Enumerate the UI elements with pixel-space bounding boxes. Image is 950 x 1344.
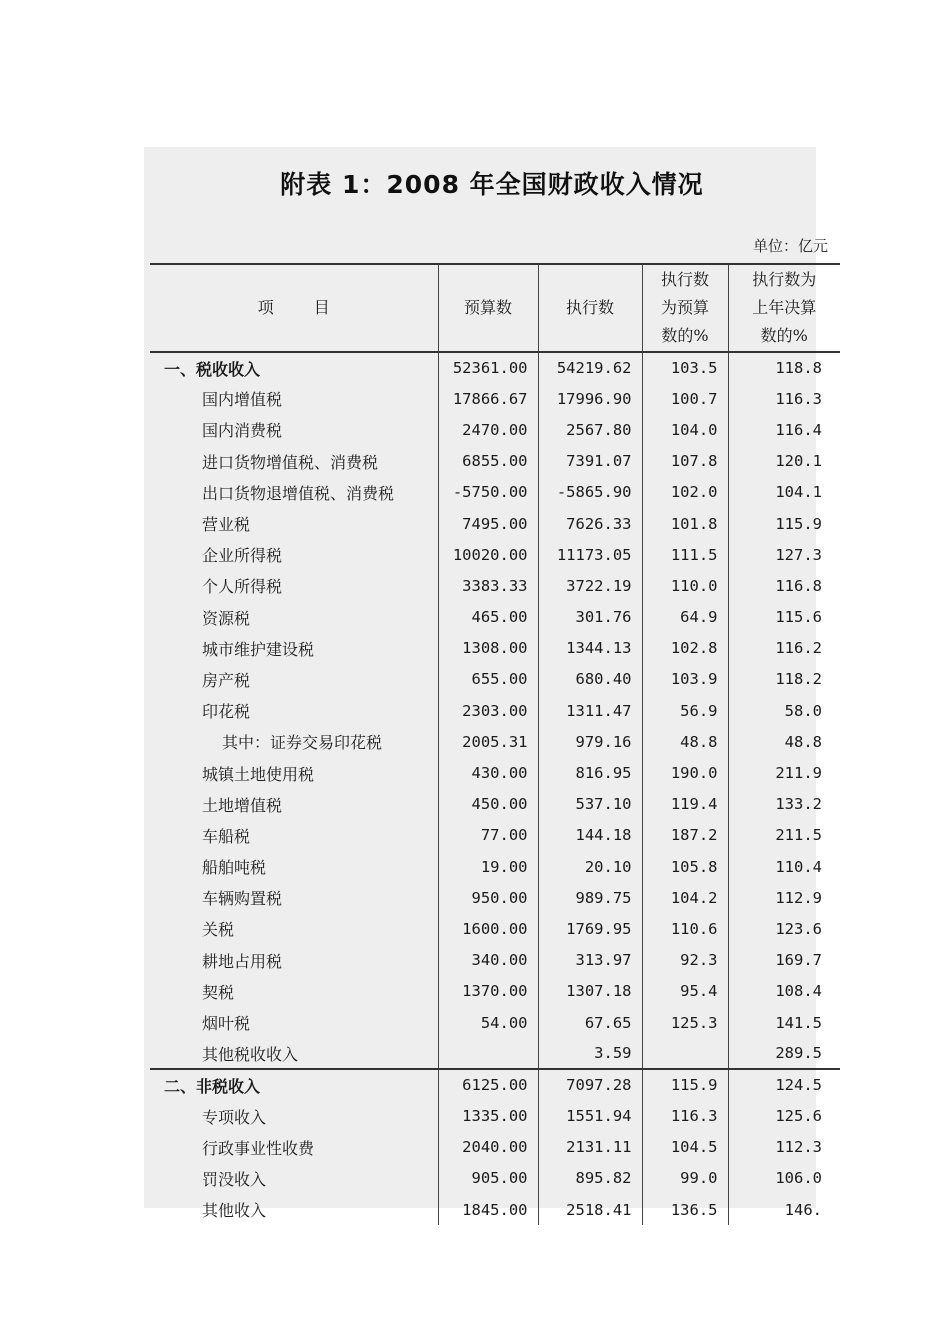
cell-item: 车辆购置税 <box>202 889 283 909</box>
cell-budget: 2040.00 <box>438 1132 538 1163</box>
cell-item: 专项收入 <box>202 1107 267 1127</box>
cell-pct-last-year: 133.2 <box>728 789 840 820</box>
cell-budget: 2470.00 <box>438 414 538 445</box>
table-row <box>150 1163 840 1194</box>
cell-item: 印花税 <box>202 702 251 722</box>
table-row <box>150 789 840 820</box>
cell-budget: 17866.67 <box>438 383 538 414</box>
cell-pct-last-year: 124.5 <box>728 1069 840 1100</box>
cell-item: 企业所得税 <box>202 546 283 566</box>
cell-pct-last-year: 116.4 <box>728 414 840 445</box>
cell-pct-budget: 110.0 <box>642 570 728 601</box>
table-row <box>150 602 840 633</box>
cell-pct-last-year: 120.1 <box>728 446 840 477</box>
cell-actual: 11173.05 <box>538 539 642 570</box>
table-row <box>150 664 840 695</box>
table-row <box>150 539 840 570</box>
table-row <box>150 1194 840 1225</box>
cell-pct-budget: 101.8 <box>642 508 728 539</box>
cell-actual: 2131.11 <box>538 1132 642 1163</box>
cell-budget: 950.00 <box>438 882 538 913</box>
table-row <box>150 882 840 913</box>
cell-pct-last-year: 112.9 <box>728 882 840 913</box>
cell-pct-budget: 125.3 <box>642 1007 728 1038</box>
cell-budget: 430.00 <box>438 757 538 788</box>
cell-pct-last-year: 106.0 <box>728 1163 840 1194</box>
cell-pct-last-year: 211.5 <box>728 820 840 851</box>
cell-budget: -5750.00 <box>438 477 538 508</box>
header-budget: 预算数 <box>438 264 538 352</box>
cell-pct-last-year: 48.8 <box>728 726 840 757</box>
cell-budget: 6855.00 <box>438 446 538 477</box>
cell-pct-last-year: 118.2 <box>728 664 840 695</box>
cell-budget: 1370.00 <box>438 976 538 1007</box>
cell-actual: -5865.90 <box>538 477 642 508</box>
cell-pct-last-year: 118.8 <box>728 352 840 383</box>
table-row <box>150 508 840 539</box>
cell-actual: 301.76 <box>538 602 642 633</box>
cell-pct-budget: 102.8 <box>642 633 728 664</box>
header-pct-budget: 执行数 为预算 数的% <box>642 264 728 352</box>
cell-pct-last-year: 110.4 <box>728 851 840 882</box>
cell-actual: 680.40 <box>538 664 642 695</box>
cell-actual: 537.10 <box>538 789 642 820</box>
cell-pct-budget: 187.2 <box>642 820 728 851</box>
table-row <box>150 820 840 851</box>
cell-actual: 895.82 <box>538 1163 642 1194</box>
cell-item: 营业税 <box>202 515 251 535</box>
cell-budget: 905.00 <box>438 1163 538 1194</box>
cell-budget: 7495.00 <box>438 508 538 539</box>
cell-item: 其他收入 <box>202 1201 267 1221</box>
cell-pct-budget: 119.4 <box>642 789 728 820</box>
cell-pct-last-year: 123.6 <box>728 913 840 944</box>
cell-pct-budget: 116.3 <box>642 1101 728 1132</box>
cell-pct-last-year: 289.5 <box>728 1038 840 1069</box>
table-body <box>150 352 840 1225</box>
cell-budget: 3383.33 <box>438 570 538 601</box>
cell-item: 行政事业性收费 <box>202 1138 315 1158</box>
cell-pct-budget: 111.5 <box>642 539 728 570</box>
cell-pct-budget <box>642 1038 728 1069</box>
cell-pct-last-year: 116.2 <box>728 633 840 664</box>
cell-pct-budget: 115.9 <box>642 1069 728 1100</box>
cell-actual: 144.18 <box>538 820 642 851</box>
cell-budget: 1845.00 <box>438 1194 538 1225</box>
cell-pct-budget: 104.2 <box>642 882 728 913</box>
cell-actual: 989.75 <box>538 882 642 913</box>
cell-budget: 655.00 <box>438 664 538 695</box>
cell-item: 城市维护建设税 <box>202 639 315 659</box>
cell-actual: 67.65 <box>538 1007 642 1038</box>
scanned-page <box>144 147 828 1221</box>
cell-item: 进口货物增值税、消费税 <box>202 452 379 472</box>
cell-pct-budget: 104.0 <box>642 414 728 445</box>
cell-budget: 1308.00 <box>438 633 538 664</box>
table-row <box>150 913 840 944</box>
cell-item: 个人所得税 <box>202 577 283 597</box>
table-row <box>150 570 840 601</box>
cell-actual: 54219.62 <box>538 352 642 383</box>
cell-item: 其他税收收入 <box>202 1044 299 1064</box>
cell-item: 烟叶税 <box>202 1014 251 1034</box>
cell-item: 资源税 <box>202 608 251 628</box>
cell-budget: 54.00 <box>438 1007 538 1038</box>
cell-pct-budget: 64.9 <box>642 602 728 633</box>
cell-actual: 20.10 <box>538 851 642 882</box>
cell-actual: 979.16 <box>538 726 642 757</box>
table-row <box>150 976 840 1007</box>
cell-budget: 1335.00 <box>438 1101 538 1132</box>
cell-actual: 816.95 <box>538 757 642 788</box>
table-header-row <box>150 264 840 352</box>
page-title: 附表 1：2008 年全国财政收入情况 <box>280 170 704 199</box>
cell-pct-budget: 56.9 <box>642 695 728 726</box>
cell-actual: 1551.94 <box>538 1101 642 1132</box>
cell-pct-last-year: 127.3 <box>728 539 840 570</box>
table-row <box>150 1132 840 1163</box>
cell-budget: 2005.31 <box>438 726 538 757</box>
table-row <box>150 1038 840 1069</box>
cell-budget: 19.00 <box>438 851 538 882</box>
cell-actual: 1307.18 <box>538 976 642 1007</box>
cell-budget: 340.00 <box>438 945 538 976</box>
cell-actual: 1311.47 <box>538 695 642 726</box>
cell-budget: 2303.00 <box>438 695 538 726</box>
cell-pct-last-year: 115.9 <box>728 508 840 539</box>
cell-budget: 77.00 <box>438 820 538 851</box>
cell-pct-budget: 103.5 <box>642 352 728 383</box>
table-row <box>150 477 840 508</box>
cell-pct-last-year: 169.7 <box>728 945 840 976</box>
cell-pct-budget: 48.8 <box>642 726 728 757</box>
cell-actual: 313.97 <box>538 945 642 976</box>
cell-pct-budget: 92.3 <box>642 945 728 976</box>
cell-item: 车船税 <box>202 826 251 846</box>
table-row <box>150 1007 840 1038</box>
cell-pct-last-year: 141.5 <box>728 1007 840 1038</box>
table-row <box>150 945 840 976</box>
cell-budget: 1600.00 <box>438 913 538 944</box>
cell-pct-budget: 103.9 <box>642 664 728 695</box>
header-pct-last-year: 执行数为 上年决算 数的% <box>728 264 840 352</box>
cell-pct-budget: 95.4 <box>642 976 728 1007</box>
cell-item: 船舶吨税 <box>202 858 267 878</box>
cell-pct-last-year: 116.3 <box>728 383 840 414</box>
table-row <box>150 1101 840 1132</box>
cell-budget: 52361.00 <box>438 352 538 383</box>
cell-budget: 465.00 <box>438 602 538 633</box>
cell-pct-last-year: 108.4 <box>728 976 840 1007</box>
revenue-table <box>150 263 840 1225</box>
table-row <box>150 352 840 383</box>
cell-budget: 6125.00 <box>438 1069 538 1100</box>
cell-item: 出口货物退增值税、消费税 <box>202 483 395 503</box>
table-row <box>150 1069 840 1100</box>
cell-budget <box>438 1038 538 1069</box>
cell-actual: 17996.90 <box>538 383 642 414</box>
unit-label: 单位：亿元 <box>752 237 828 255</box>
cell-pct-last-year: 58.0 <box>728 695 840 726</box>
cell-item: 城镇土地使用税 <box>202 764 315 784</box>
cell-pct-budget: 104.5 <box>642 1132 728 1163</box>
cell-pct-last-year: 125.6 <box>728 1101 840 1132</box>
cell-pct-budget: 99.0 <box>642 1163 728 1194</box>
cell-item: 房产税 <box>202 670 251 690</box>
cell-pct-budget: 102.0 <box>642 477 728 508</box>
cell-item: 耕地占用税 <box>202 951 283 971</box>
table-row <box>150 726 840 757</box>
cell-item: 罚没收入 <box>202 1169 267 1189</box>
cell-actual: 3.59 <box>538 1038 642 1069</box>
cell-pct-last-year: 104.1 <box>728 477 840 508</box>
cell-actual: 7391.07 <box>538 446 642 477</box>
header-actual: 执行数 <box>538 264 642 352</box>
cell-item: 土地增值税 <box>202 795 283 815</box>
cell-actual: 3722.19 <box>538 570 642 601</box>
cell-pct-last-year: 146. <box>728 1194 840 1225</box>
cell-budget: 10020.00 <box>438 539 538 570</box>
cell-pct-budget: 110.6 <box>642 913 728 944</box>
table-row <box>150 414 840 445</box>
cell-item: 契税 <box>202 982 235 1002</box>
table-row <box>150 757 840 788</box>
cell-pct-budget: 105.8 <box>642 851 728 882</box>
cell-actual: 2567.80 <box>538 414 642 445</box>
cell-pct-last-year: 115.6 <box>728 602 840 633</box>
header-item: 项目 <box>150 264 438 352</box>
cell-item: 其中：证券交易印花税 <box>222 733 383 753</box>
cell-item: 国内消费税 <box>202 421 283 441</box>
cell-actual: 1344.13 <box>538 633 642 664</box>
cell-actual: 1769.95 <box>538 913 642 944</box>
cell-pct-last-year: 116.8 <box>728 570 840 601</box>
table-row <box>150 633 840 664</box>
table-row <box>150 695 840 726</box>
cell-item: 一、税收收入 <box>150 352 438 383</box>
cell-pct-last-year: 112.3 <box>728 1132 840 1163</box>
table-row <box>150 383 840 414</box>
cell-item: 国内增值税 <box>202 390 283 410</box>
cell-actual: 2518.41 <box>538 1194 642 1225</box>
cell-item: 二、非税收入 <box>150 1069 438 1100</box>
cell-actual: 7626.33 <box>538 508 642 539</box>
cell-pct-budget: 107.8 <box>642 446 728 477</box>
cell-actual: 7097.28 <box>538 1069 642 1100</box>
cell-pct-budget: 100.7 <box>642 383 728 414</box>
cell-pct-budget: 136.5 <box>642 1194 728 1225</box>
table-row <box>150 851 840 882</box>
cell-pct-last-year: 211.9 <box>728 757 840 788</box>
cell-pct-budget: 190.0 <box>642 757 728 788</box>
cell-item: 关税 <box>202 920 235 940</box>
table-row <box>150 446 840 477</box>
cell-budget: 450.00 <box>438 789 538 820</box>
